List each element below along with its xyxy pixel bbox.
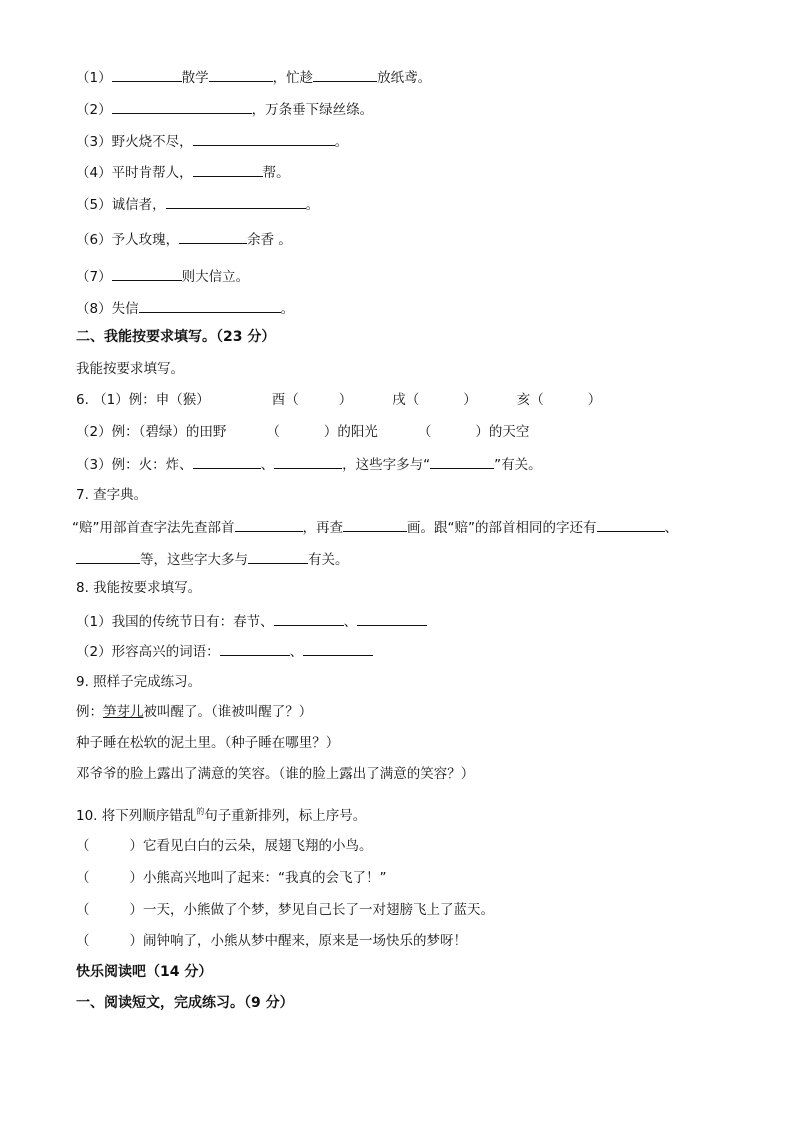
q8-line-1: （1）我国的传统节日有：春节、 、	[76, 611, 427, 631]
blank[interactable]	[193, 454, 261, 469]
blank[interactable]	[597, 517, 665, 532]
blank[interactable]	[112, 266, 182, 281]
blank[interactable]	[179, 229, 247, 244]
blank[interactable]	[430, 454, 494, 469]
section-heading: 二、我能按要求填写。（23 分）	[76, 329, 276, 345]
blank[interactable]	[139, 298, 281, 313]
poem-line-3: （3）野火烧不尽， 。	[76, 131, 348, 151]
poem-line-8: （8）失信 。	[76, 298, 294, 318]
q9-sentence-1: 种子睡在松软的泥土里。（种子睡在哪里？）	[76, 735, 340, 751]
q7-title: 7. 查字典。	[76, 487, 148, 503]
q7-line-2: 等，这些字大多与 有关。	[76, 549, 349, 569]
blank[interactable]	[209, 67, 273, 82]
blank[interactable]	[274, 454, 342, 469]
poem-line-7: （7） 则大信立。	[76, 266, 249, 286]
blank[interactable]	[112, 67, 182, 82]
q6-line-2: （2）例：（碧绿）的田野 （ ）的阳光 （ ）的天空	[76, 424, 530, 440]
q7-line-1: “赔”用部首查字法先查部首 ，再查 画。跟“赔”的部首相同的字还有 、	[72, 517, 678, 537]
q6-line-1: 6. （1）例：申（猴） 酉（ ） 戌（ ） 亥（ ）	[76, 392, 602, 408]
blank[interactable]	[303, 641, 373, 656]
blank[interactable]	[313, 67, 377, 82]
section-intro: 我能按要求填写。	[76, 361, 184, 377]
q10-title: 10. 将下列顺序错乱$^的$句子重新排列，标上序号。	[76, 807, 367, 824]
blank[interactable]	[166, 194, 306, 209]
q8-line-2: （2）形容高兴的词语： 、	[76, 641, 373, 661]
q9-title: 9. 照样子完成练习。	[76, 674, 202, 690]
blank[interactable]	[76, 549, 140, 564]
q9-sentence-2: 邓爷爷的脸上露出了满意的笑容。（谁的脸上露出了满意的笑容？）	[76, 766, 475, 782]
underlined-subject: 笋芽儿	[103, 704, 144, 720]
poem-line-6: （6）予人玫瑰， 余香 。	[76, 229, 292, 249]
q10-item-3: （ ）一天，小熊做了个梦，梦见自己长了一对翅膀飞上了蓝天。	[76, 902, 494, 918]
poem-line-1: （1） 散学 ，忙趁 放纸鸢。	[76, 67, 431, 87]
blank[interactable]	[248, 549, 308, 564]
blank[interactable]	[343, 517, 407, 532]
blank[interactable]	[235, 517, 303, 532]
poem-line-5: （5）诚信者， 。	[76, 194, 319, 214]
q8-title: 8. 我能按要求填写。	[76, 580, 202, 596]
poem-line-2: （2） ，万条垂下绿丝绦。	[76, 99, 373, 119]
blank[interactable]	[112, 99, 252, 114]
reading-heading: 快乐阅读吧（14 分）	[76, 964, 213, 980]
blank[interactable]	[193, 162, 263, 177]
reading-subheading: 一、阅读短文，完成练习。（9 分）	[76, 995, 294, 1011]
q10-item-4: （ ）闹钟响了，小熊从梦中醒来，原来是一场快乐的梦呀！	[76, 933, 467, 949]
q10-item-2: （ ）小熊高兴地叫了起来：“我真的会飞了！”	[76, 870, 387, 886]
q6-line-3: （3）例：火：炸、 、 ，这些字多与“ ”有关。	[76, 454, 542, 474]
blank[interactable]	[357, 611, 427, 626]
blank[interactable]	[193, 131, 335, 146]
blank[interactable]	[274, 611, 344, 626]
q10-item-1: （ ）它看见白白的云朵，展翅飞翔的小鸟。	[76, 838, 373, 854]
q9-example: 例：笋芽儿被叫醒了。（谁被叫醒了？）	[76, 704, 313, 720]
poem-line-4: （4）平时肯帮人， 帮。	[76, 162, 290, 182]
blank[interactable]	[220, 641, 290, 656]
